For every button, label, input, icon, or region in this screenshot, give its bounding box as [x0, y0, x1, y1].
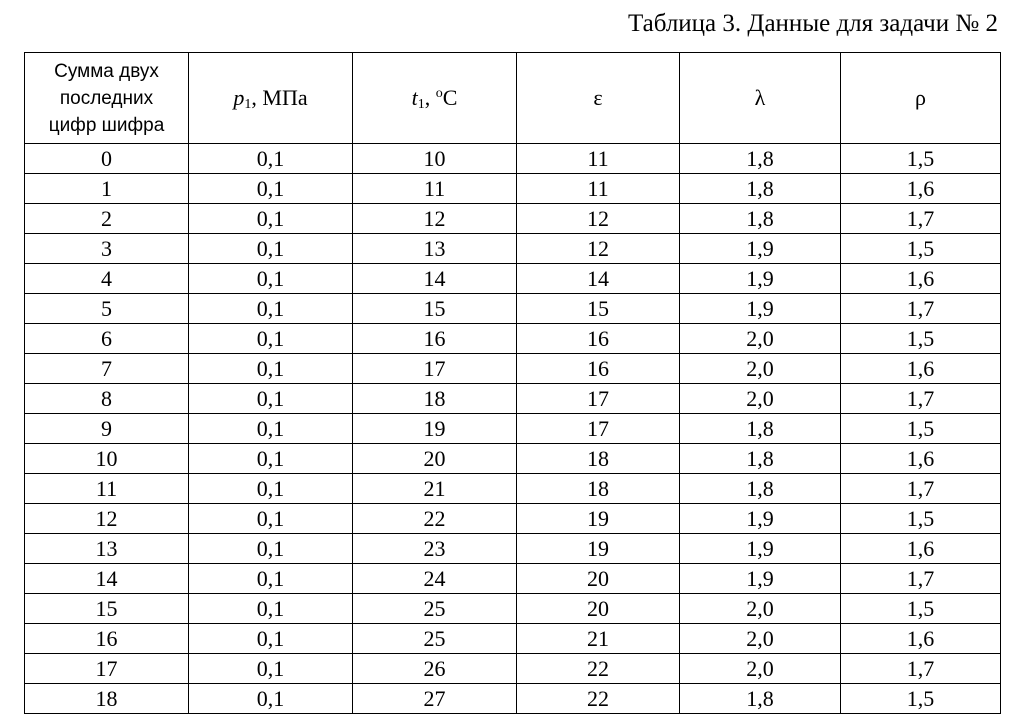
cell-sum: 1 [25, 174, 189, 204]
table-row [25, 384, 1001, 414]
cell-temperature: 20 [353, 444, 517, 474]
header-pressure [189, 53, 353, 144]
cell-pressure: 0,1 [189, 234, 353, 264]
table-row [25, 234, 1001, 264]
cell-sum: 5 [25, 294, 189, 324]
cell-rho: 1,5 [841, 414, 1001, 444]
cell-pressure: 0,1 [189, 144, 353, 174]
table-row [25, 324, 1001, 354]
cell-lambda: 1,8 [680, 474, 841, 504]
header-temperature-symbol: t [411, 85, 418, 110]
table-row [25, 654, 1001, 684]
cell-pressure: 0,1 [189, 414, 353, 444]
cell-sum: 7 [25, 354, 189, 384]
cell-sum: 3 [25, 234, 189, 264]
cell-pressure: 0,1 [189, 564, 353, 594]
cell-epsilon: 21 [517, 624, 680, 654]
cell-lambda: 1,8 [680, 414, 841, 444]
cell-lambda: 2,0 [680, 384, 841, 414]
header-sum-of-digits [25, 53, 189, 144]
cell-epsilon: 20 [517, 594, 680, 624]
header-sum-line-2: последних [59, 87, 154, 109]
cell-rho: 1,6 [841, 354, 1001, 384]
cell-sum: 9 [25, 414, 189, 444]
cell-temperature: 11 [353, 174, 517, 204]
cell-rho: 1,6 [841, 174, 1001, 204]
cell-sum: 11 [25, 474, 189, 504]
cell-lambda: 2,0 [680, 624, 841, 654]
cell-sum: 4 [25, 264, 189, 294]
table-caption: Таблица 3. Данные для задачи № 2 [627, 10, 998, 37]
cell-epsilon: 20 [517, 564, 680, 594]
header-temperature-subscript: 1 [417, 97, 425, 112]
header-temperature [353, 53, 517, 144]
cell-temperature: 22 [353, 504, 517, 534]
cell-epsilon: 11 [517, 144, 680, 174]
cell-lambda: 1,9 [680, 234, 841, 264]
cell-lambda: 1,8 [680, 444, 841, 474]
cell-lambda: 1,8 [680, 204, 841, 234]
cell-sum: 8 [25, 384, 189, 414]
cell-pressure: 0,1 [189, 624, 353, 654]
table-row [25, 474, 1001, 504]
table-row [25, 414, 1001, 444]
cell-temperature: 26 [353, 654, 517, 684]
cell-lambda: 1,8 [680, 174, 841, 204]
table-row [25, 684, 1001, 714]
table-row [25, 594, 1001, 624]
cell-pressure: 0,1 [189, 204, 353, 234]
cell-sum: 16 [25, 624, 189, 654]
table-row [25, 534, 1001, 564]
data-table [24, 52, 1001, 714]
cell-temperature: 23 [353, 534, 517, 564]
cell-pressure: 0,1 [189, 294, 353, 324]
table-row [25, 624, 1001, 654]
cell-rho: 1,5 [841, 504, 1001, 534]
cell-temperature: 17 [353, 354, 517, 384]
cell-temperature: 12 [353, 204, 517, 234]
cell-sum: 14 [25, 564, 189, 594]
cell-rho: 1,5 [841, 234, 1001, 264]
cell-temperature: 16 [353, 324, 517, 354]
cell-rho: 1,5 [841, 594, 1001, 624]
cell-temperature: 18 [353, 384, 517, 414]
cell-lambda: 2,0 [680, 324, 841, 354]
header-pressure-subscript: 1 [244, 97, 252, 112]
cell-sum: 2 [25, 204, 189, 234]
cell-epsilon: 19 [517, 504, 680, 534]
cell-rho: 1,7 [841, 564, 1001, 594]
cell-temperature: 27 [353, 684, 517, 714]
cell-epsilon: 15 [517, 294, 680, 324]
cell-epsilon: 11 [517, 174, 680, 204]
table-row [25, 174, 1001, 204]
cell-lambda: 1,9 [680, 264, 841, 294]
cell-temperature: 14 [353, 264, 517, 294]
cell-temperature: 24 [353, 564, 517, 594]
cell-pressure: 0,1 [189, 444, 353, 474]
cell-epsilon: 18 [517, 444, 680, 474]
cell-epsilon: 14 [517, 264, 680, 294]
header-pressure-symbol: p [233, 85, 245, 110]
table-body [25, 144, 1001, 714]
cell-lambda: 2,0 [680, 594, 841, 624]
cell-temperature: 21 [353, 474, 517, 504]
cell-pressure: 0,1 [189, 594, 353, 624]
cell-rho: 1,6 [841, 534, 1001, 564]
cell-rho: 1,7 [841, 294, 1001, 324]
table-row [25, 144, 1001, 174]
cell-rho: 1,7 [841, 204, 1001, 234]
cell-rho: 1,6 [841, 624, 1001, 654]
cell-temperature: 19 [353, 414, 517, 444]
cell-pressure: 0,1 [189, 384, 353, 414]
table-row [25, 204, 1001, 234]
cell-lambda: 1,8 [680, 144, 841, 174]
cell-temperature: 10 [353, 144, 517, 174]
header-sum-line-1: Сумма двух [54, 60, 159, 82]
cell-lambda: 1,8 [680, 684, 841, 714]
cell-rho: 1,6 [841, 444, 1001, 474]
cell-temperature: 25 [353, 624, 517, 654]
cell-epsilon: 18 [517, 474, 680, 504]
cell-epsilon: 12 [517, 204, 680, 234]
cell-lambda: 1,9 [680, 504, 841, 534]
header-temperature-unit: С [442, 85, 458, 110]
cell-sum: 10 [25, 444, 189, 474]
cell-lambda: 1,9 [680, 534, 841, 564]
table-row [25, 564, 1001, 594]
cell-rho: 1,5 [841, 324, 1001, 354]
cell-epsilon: 16 [517, 354, 680, 384]
cell-rho: 1,6 [841, 264, 1001, 294]
cell-sum: 15 [25, 594, 189, 624]
cell-pressure: 0,1 [189, 654, 353, 684]
cell-epsilon: 17 [517, 384, 680, 414]
cell-sum: 0 [25, 144, 189, 174]
cell-rho: 1,5 [841, 684, 1001, 714]
cell-sum: 17 [25, 654, 189, 684]
cell-epsilon: 19 [517, 534, 680, 564]
table-header-row [25, 53, 1001, 144]
table-row [25, 504, 1001, 534]
cell-sum: 6 [25, 324, 189, 354]
header-rho: ρ [841, 53, 1001, 144]
cell-temperature: 13 [353, 234, 517, 264]
header-pressure-unit: , МПа [251, 85, 308, 110]
table-row [25, 264, 1001, 294]
header-temperature-separator: , [424, 85, 436, 110]
table-row [25, 294, 1001, 324]
cell-epsilon: 22 [517, 654, 680, 684]
cell-pressure: 0,1 [189, 684, 353, 714]
cell-epsilon: 17 [517, 414, 680, 444]
cell-pressure: 0,1 [189, 264, 353, 294]
header-lambda: λ [680, 53, 841, 144]
cell-lambda: 1,9 [680, 564, 841, 594]
cell-lambda: 1,9 [680, 294, 841, 324]
cell-epsilon: 12 [517, 234, 680, 264]
table-row [25, 354, 1001, 384]
table-row [25, 444, 1001, 474]
cell-temperature: 15 [353, 294, 517, 324]
cell-sum: 12 [25, 504, 189, 534]
cell-pressure: 0,1 [189, 534, 353, 564]
header-temperature-degree: о [435, 86, 443, 101]
cell-pressure: 0,1 [189, 504, 353, 534]
cell-epsilon: 16 [517, 324, 680, 354]
cell-rho: 1,7 [841, 654, 1001, 684]
cell-temperature: 25 [353, 594, 517, 624]
cell-rho: 1,7 [841, 384, 1001, 414]
cell-epsilon: 22 [517, 684, 680, 714]
cell-pressure: 0,1 [189, 324, 353, 354]
cell-sum: 13 [25, 534, 189, 564]
cell-sum: 18 [25, 684, 189, 714]
header-sum-line-3: цифр шифра [48, 114, 165, 136]
cell-pressure: 0,1 [189, 474, 353, 504]
cell-lambda: 2,0 [680, 654, 841, 684]
cell-rho: 1,7 [841, 474, 1001, 504]
cell-lambda: 2,0 [680, 354, 841, 384]
header-epsilon: ε [517, 53, 680, 144]
cell-rho: 1,5 [841, 144, 1001, 174]
cell-pressure: 0,1 [189, 174, 353, 204]
cell-pressure: 0,1 [189, 354, 353, 384]
